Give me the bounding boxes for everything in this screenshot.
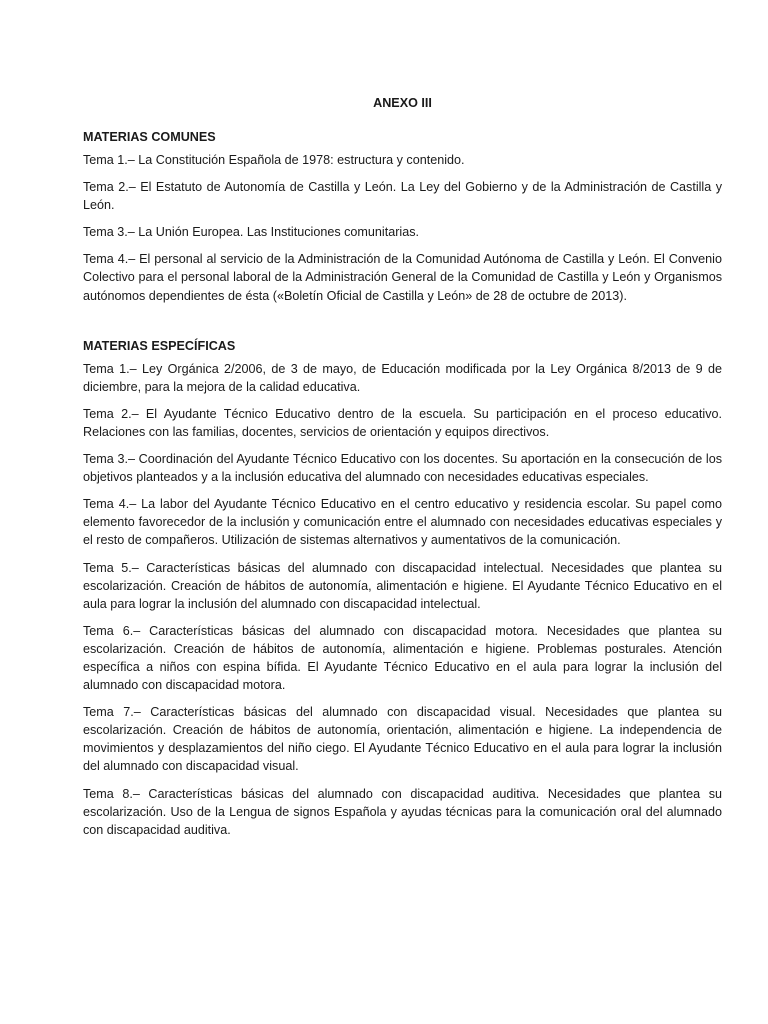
tema-paragraph: Tema 8.– Características básicas del alumnado con discapacidad auditiva. Necesidades que plantea su escolarización. Uso de la Lengua de signos Española y ayudas técnicas para la comunicación oral del alumnado con discapacidad auditiva. — [83, 786, 722, 837]
tema-paragraph: Tema 5.– Características básicas del alumnado con discapacidad intelectual. Necesidades que plantea su escolarización. Creación de hábitos de autonomía, alimentación e higiene. El Ayudante Técnico Educativo en el aula para lograr la inclusión del alumnado con discapacidad intelectual. — [83, 560, 722, 611]
tema-paragraph: Tema 2.– El Estatuto de Autonomía de Castilla y León. La Ley del Gobierno y de la Administración de Castilla y León. — [83, 180, 722, 213]
document-title: ANEXO III — [373, 96, 432, 110]
tema-paragraph: Tema 1.– La Constitución Española de 1978: estructura y contenido. — [83, 153, 465, 167]
section-heading: MATERIAS COMUNES — [83, 130, 216, 144]
tema-paragraph: Tema 6.– Características básicas del alumnado con discapacidad motora. Necesidades que plantea su escolarización. Creación de hábitos de autonomía, alimentación e higiene. Problemas posturales. Atención específica a niños con espina bífida. El Ayudante Técnico Educativo en el aula para lograr la inclusión del alumnado con discapacidad motora. — [83, 623, 722, 693]
tema-paragraph: Tema 3.– Coordinación del Ayudante Técnico Educativo con los docentes. Su aportación en la consecución de los objetivos planteados y a la inclusión educativa del alumnado con necesidades educativas especiales. — [83, 452, 722, 485]
tema-paragraph: Tema 4.– La labor del Ayudante Técnico Educativo en el centro educativo y residencia escolar. Su papel como elemento favorecedor de la inclusión y comunicación entre el alumnado con necesidades educativas especiales y el resto de compañeros. Utilización de sistemas alternativos y aumentativos de la comunicación. — [83, 497, 722, 548]
tema-paragraph: Tema 1.– Ley Orgánica 2/2006, de 3 de mayo, de Educación modificada por la Ley Orgánica 8/2013 de 9 de diciembre, para la mejora de la calidad educativa. — [83, 361, 722, 394]
tema-paragraph: Tema 7.– Características básicas del alumnado con discapacidad visual. Necesidades que plantea su escolarización. Creación de hábitos de autonomía, orientación, alimentación e higiene. La independencia de movimientos y desplazamientos del niño ciego. El Ayudante Técnico Educativo en el aula para lograr la inclusión del alumnado con discapacidad visual. — [83, 705, 722, 774]
section-heading: MATERIAS ESPECÍFICAS — [83, 338, 236, 353]
tema-paragraph: Tema 3.– La Unión Europea. Las Instituciones comunitarias. — [83, 225, 420, 240]
section-materias-especificas — [83, 337, 722, 839]
tema-paragraph: Tema 4.– El personal al servicio de la Administración de la Comunidad Autónoma de Castilla y León. El Convenio Colectivo para el personal laboral de la Administración General de la Comunidad de Castilla y León y Organismos autónomos dependientes de ésta («Boletín Oficial de Castilla y León» de 28 de octubre de 2013). — [83, 252, 722, 303]
section-materias-comunes — [83, 128, 722, 305]
document-page — [83, 94, 722, 848]
tema-paragraph: Tema 2.– El Ayudante Técnico Educativo dentro de la escuela. Su participación en el proceso educativo. Relaciones con las familias, docentes, servicios de orientación y equipos directivos. — [83, 406, 722, 439]
